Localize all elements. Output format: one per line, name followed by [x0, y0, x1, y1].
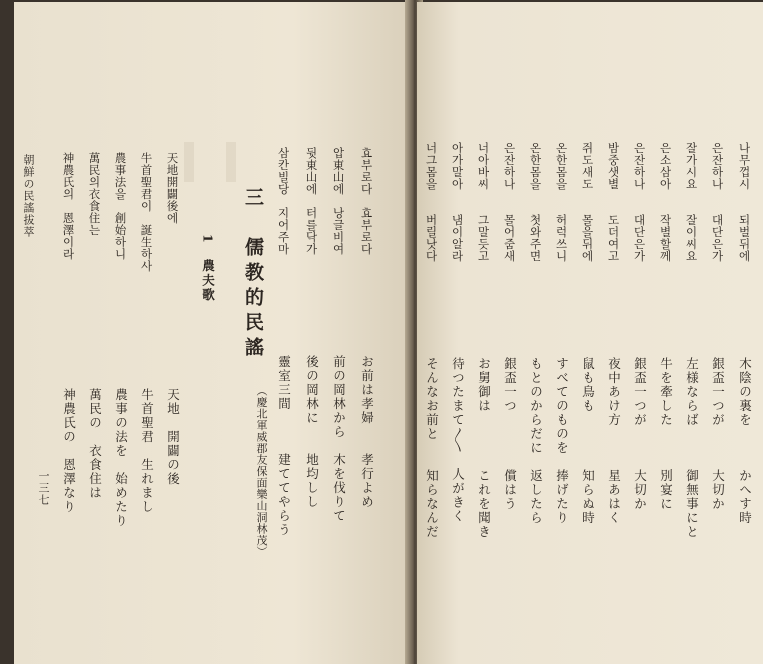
right-ja-col-4: 牛を牽した 別宴に [658, 357, 674, 511]
left-ja2-col-2: 牛首聖君 生れまし [139, 388, 155, 514]
right-ja-col-6: 夜中あけ方 星あはく [606, 357, 622, 525]
right-ko-col-7: 쥐도새도 몰을뒤에 [580, 142, 595, 262]
left-page [14, 2, 413, 664]
left-ja-col-2: 前の岡林から 木を伐りて [331, 355, 347, 523]
right-ja-col-2: 銀盃一つが 大切か [710, 357, 726, 511]
left-ko2-col-3: 農事法을 創始하니 [113, 152, 128, 260]
left-ko2-col-2: 牛首聖君이 誕生하사 [139, 152, 154, 272]
right-ja-col-11: お舅御は これを聞き [476, 357, 492, 539]
left-ja2-col-5: 神農氏の 恩澤なり [61, 388, 77, 514]
right-ko-col-10: 은잔하나 몰어줌새 [502, 142, 517, 262]
right-ja-col-8: すべてのものを 捧げたり [554, 357, 570, 525]
left-ja2-col-3: 農事の法を 始めたり [113, 388, 129, 528]
right-ja-col-3: 左様ならば 御無事にと [684, 357, 700, 539]
right-ja-col-7: 鼠も鳥も 知らぬ時 [580, 357, 596, 525]
left-ja2-col-1: 天地 開闢の後 [165, 388, 181, 486]
left-ko2-col-4: 萬民의衣食住는 [87, 152, 102, 236]
left-ja2-col-4: 萬民の 衣食住は [87, 388, 103, 500]
right-ko-col-13: 너그몸을 버릴낫다 [424, 142, 439, 262]
right-ko-col-1: 나무껍시 되벌뒤에 [737, 142, 752, 262]
left-ko-col-4: 삼칸빌당 지어주마 [276, 147, 291, 255]
right-ko-col-11: 너아바씨 그말듯고 [476, 142, 491, 262]
right-ko-col-9: 온한몸을 첫와주면 [528, 142, 543, 262]
right-ko-col-8: 온한몸을 허럭쓰니 [554, 142, 569, 262]
right-ko-col-2: 은잔하나 대단은가 [710, 142, 725, 262]
subsection-title: 1 農夫歌 [200, 234, 216, 303]
right-ja-col-13: そんなお前と 知らなんだ [424, 357, 440, 539]
attribution: （慶北軍威郡友保面樂山洞林茂） [255, 385, 268, 558]
right-ja-col-10: 銀盃一つ 償はう [502, 357, 518, 511]
right-ja-col-12: 待つたまて〳〵 人がきく [450, 357, 466, 524]
left-ko2-col-5: 神農氏의 恩澤이라 [61, 152, 76, 260]
left-ko-col-2: 압東山에 낭글비여 [331, 147, 346, 255]
left-ko-col-3: 뒷東山에 터를닥가 [304, 147, 319, 255]
right-ko-col-6: 밤중샛별 도더여고 [606, 142, 621, 262]
page-number: 一三七 [37, 470, 50, 506]
right-ko-col-12: 아가말아 냄이알라 [450, 142, 465, 262]
left-ja-col-1: お前は孝婦 孝行よめ [359, 355, 375, 509]
left-ja-col-3: 後の岡林に 地均しし [304, 355, 320, 509]
right-page [417, 2, 763, 664]
right-ko-col-3: 잘가시요 잘이씨요 [684, 142, 699, 262]
left-ja-col-4: 靈室三間 建ててやらう [276, 355, 292, 537]
left-ko-col-1: 효부로다 효부로다 [359, 147, 374, 255]
right-ko-col-4: 은소삼아 작별할께 [658, 142, 673, 262]
right-ja-col-1: 木陰の裏を かへす時 [737, 357, 753, 525]
right-ja-col-5: 銀盃一つが 大切か [632, 357, 648, 511]
running-header: 朝鮮の民謠拔萃 [22, 154, 35, 238]
left-ko2-col-1: 天地開闢後에 [165, 152, 180, 224]
right-ko-col-5: 은잔하나 대단은가 [632, 142, 647, 262]
section-title: 三 儒教的民謠 [242, 187, 264, 362]
right-ja-col-9: もとのからだに 返したら [528, 357, 544, 525]
